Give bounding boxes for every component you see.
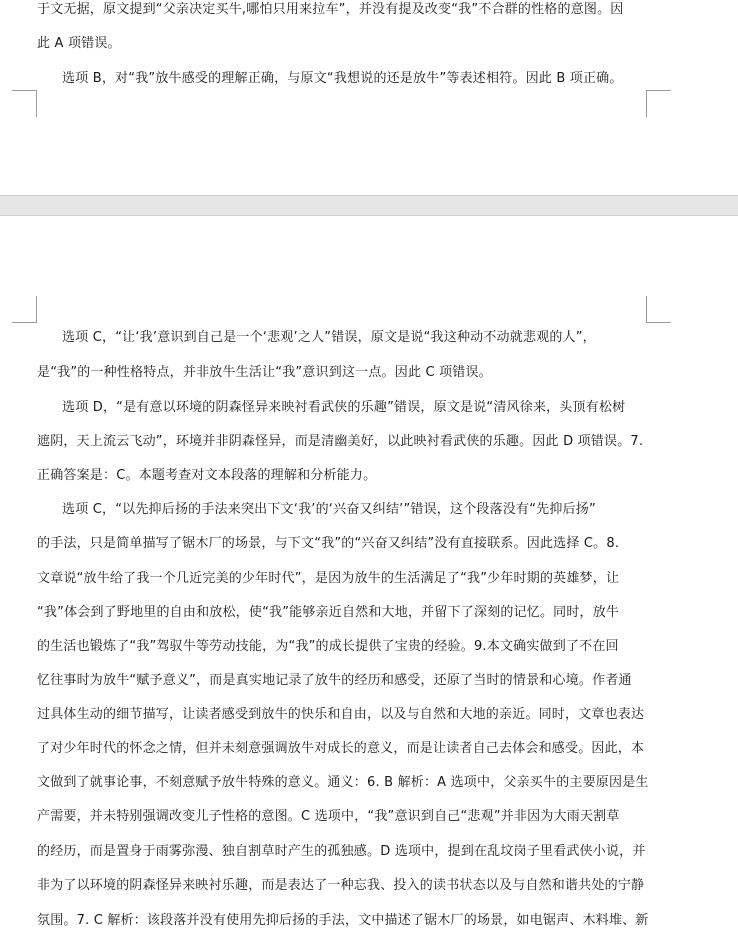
text-line: 是“我”的一种性格特点，并非放牛生活让“我”意识到这一点。因此 C 项错误。 (37, 365, 492, 380)
text-line: 选项 C，“让‘我’意识到自己是一个‘悲观’之人”错误，原文是说“我这种动不动就悲观的人”， (62, 330, 596, 345)
text-line: 产需要，并未特别强调改变儿子性格的意图。C 选项中，“我”意识到自己“悲观”并非因为大雨天割草 (37, 809, 620, 824)
document-page-1 (0, 0, 738, 195)
document-page-2 (0, 216, 738, 937)
text-line: 于文无据，原文提到“父亲决定买牛,哪怕只用来拉车”，并没有提及改变“我”不合群的性格的意图。因 (37, 2, 624, 17)
text-line: 非为了以环境的阴森怪异来映衬乐趣，而是表达了一种忘我、投入的读书状态以及与自然和谐共处的宁静 (37, 878, 645, 893)
text-line: 的生活也锻炼了“我”驾驭牛等劳动技能，为“我”的成长提供了宝贵的经验。9.本文确实做到了不在回 (37, 639, 619, 654)
text-line: 遮阴，天上流云飞动”，环境并非阴森怪异，而是清幽美好，以此映衬看武侠的乐趣。因此 D 项错误。7. (37, 434, 644, 449)
text-line: 文做到了就事论事，不刻意赋予放牛特殊的意义。通义：6. B 解析：A 选项中，父亲买牛的主要原因是生 (37, 775, 649, 790)
text-line: 文章说“放牛给了我一个几近完美的少年时代”，是因为放牛的生活满足了“我”少年时期的英雄梦，让 (37, 571, 620, 586)
text-line: 选项 D，“是有意以环境的阴森怪异来映衬看武侠的乐趣”错误，原文是说“清风徐来，头顶有松树 (62, 400, 626, 415)
text-line: 选项 C，“以先抑后扬的手法来突出下文‘我’的‘兴奋又纠结’”错误，这个段落没有“先抑后扬” (62, 502, 596, 517)
text-line: 忆往事时为放牛“赋予意义”，而是真实地记录了放牛的经历和感受，还原了当时的情景和心境。作者通 (37, 673, 632, 688)
text-line: 的手法，只是简单描写了锯木厂的场景，与下文“我”的“兴奋又纠结”没有直接联系。因此选择 C。8. (37, 536, 620, 551)
text-line: “我”体会到了野地里的自由和放松，使“我”能够亲近自然和大地，并留下了深刻的记忆。同时，放牛 (37, 605, 620, 620)
margin-corner-mark (12, 296, 37, 323)
margin-corner-mark (646, 296, 671, 323)
text-line: 过具体生动的细节描写，让读者感受到放牛的快乐和自由，以及与自然和大地的亲近。同时，文章也表达 (37, 707, 645, 722)
text-line: 的经历，而是置身于雨雾弥漫、独自割草时产生的孤独感。D 选项中，提到在乱坟岗子里看武侠小说，并 (37, 844, 646, 859)
margin-corner-mark (12, 90, 37, 117)
text-line: 正确答案是：C。本题考查对文本段落的理解和分析能力。 (37, 468, 377, 483)
text-line: 氛围。7. C 解析：该段落并没有使用先抑后扬的手法，文中描述了锯木厂的场景，如电锯声、木料堆、新 (37, 913, 649, 928)
text-line: 选项 B，对“我”放牛感受的理解正确，与原文“我想说的还是放牛”等表述相符。因此 B 项正确。 (62, 71, 623, 86)
page-separator (0, 195, 738, 216)
text-line: 此 A 项错误。 (37, 36, 121, 51)
margin-corner-mark (646, 90, 671, 117)
text-line: 了对少年时代的怀念之情，但并未刻意强调放牛对成长的意义，而是让读者自己去体会和感受。因此，本 (37, 741, 645, 756)
